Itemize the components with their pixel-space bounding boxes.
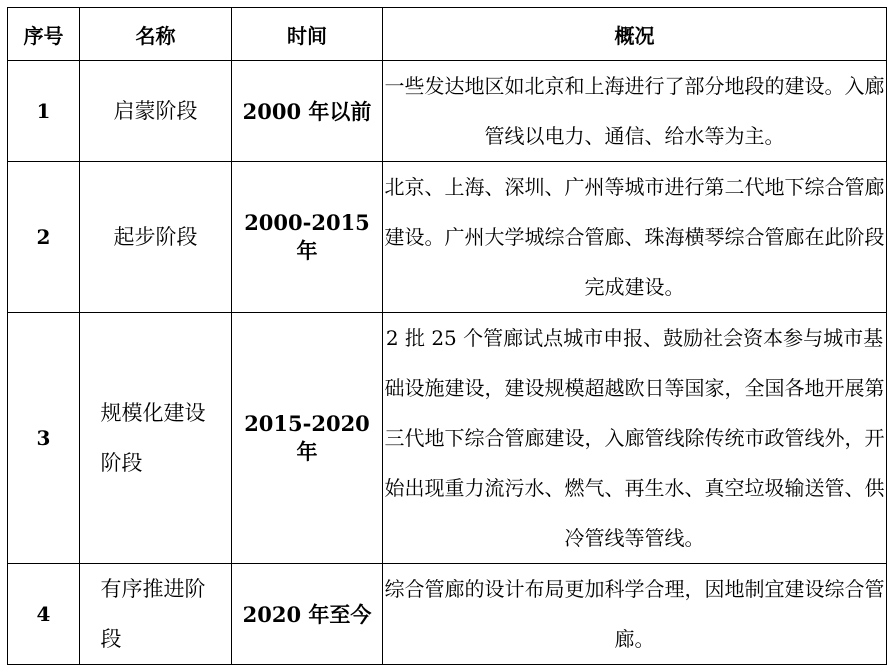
header-name: 名称 <box>80 8 232 61</box>
stage-name: 有序推进阶段 <box>100 577 206 651</box>
row-number: 2 <box>8 162 80 313</box>
stage-name: 启蒙阶段 <box>113 99 198 123</box>
stage-description: 2 批 25 个管廊试点城市申报、鼓励社会资本参与城市基础设施建设，建设规模超越欧日等国家，全国各地开展第三代地下综合管廊建设，入廊管线除传统市政管线外，开始出现重力流污水、燃气、再生水、真空垃圾输送管、供冷管线等管线。 <box>383 313 887 564</box>
row-number: 4 <box>8 564 80 665</box>
stage-time: 2020 年至今 <box>232 564 383 665</box>
stage-name: 规模化建设阶段 <box>100 401 206 475</box>
stage-name-cell <box>80 564 232 665</box>
header-time: 时间 <box>232 8 383 61</box>
stage-name-cell <box>80 162 232 313</box>
table-row <box>8 61 887 162</box>
table-header-row <box>8 8 887 61</box>
stage-time: 2015-2020 年 <box>232 313 383 564</box>
stage-name: 起步阶段 <box>113 225 198 249</box>
stage-description: 一些发达地区如北京和上海进行了部分地段的建设。入廊管线以电力、通信、给水等为主。 <box>383 61 887 162</box>
stage-time: 2000 年以前 <box>232 61 383 162</box>
table-row <box>8 313 887 564</box>
row-number: 1 <box>8 61 80 162</box>
stage-name-cell <box>80 313 232 564</box>
stage-description: 综合管廊的设计布局更加科学合理，因地制宜建设综合管廊。 <box>383 564 887 665</box>
stage-time: 2000-2015 年 <box>232 162 383 313</box>
header-desc: 概况 <box>383 8 887 61</box>
development-stages-table <box>7 7 887 665</box>
header-no: 序号 <box>8 8 80 61</box>
table-row <box>8 162 887 313</box>
row-number: 3 <box>8 313 80 564</box>
table-row <box>8 564 887 665</box>
stage-description: 北京、上海、深圳、广州等城市进行第二代地下综合管廊建设。广州大学城综合管廊、珠海横琴综合管廊在此阶段完成建设。 <box>383 162 887 313</box>
stage-name-cell <box>80 61 232 162</box>
